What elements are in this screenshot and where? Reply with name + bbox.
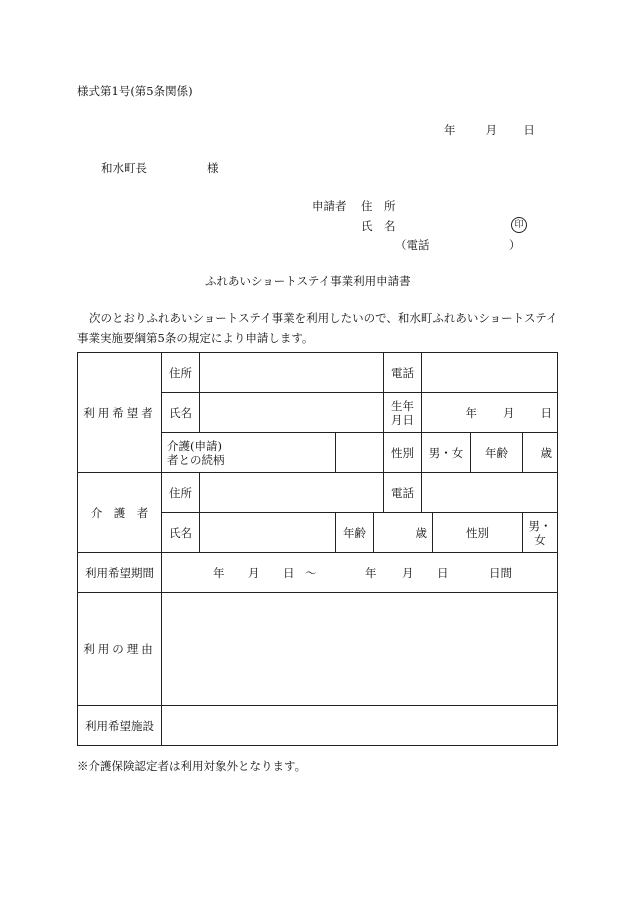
user-name-field[interactable] bbox=[200, 393, 384, 433]
period-start-month: 月 bbox=[248, 565, 260, 580]
application-table bbox=[77, 352, 558, 746]
relation-label bbox=[162, 433, 336, 473]
seal-mark: 印 bbox=[511, 217, 527, 233]
period-days-unit: 日間 bbox=[489, 565, 512, 580]
applicant-role-label: 申請者 bbox=[312, 199, 347, 213]
birth-day-label: 日 bbox=[540, 405, 553, 420]
period-start-day: 日 bbox=[283, 565, 295, 580]
period-end-day: 日 bbox=[437, 565, 449, 580]
user-sex-label: 性別 bbox=[384, 433, 422, 473]
caregiver-name-label: 氏名 bbox=[162, 513, 200, 553]
date-month-label: 月 bbox=[485, 123, 498, 137]
user-age-label: 年齢 bbox=[471, 433, 523, 473]
date-day-label: 日 bbox=[523, 123, 535, 137]
birth-year-label: 年 bbox=[465, 405, 478, 420]
caregiver-sex-label: 性別 bbox=[433, 513, 523, 553]
caregiver-address-label: 住所 bbox=[162, 473, 200, 513]
birthdate-label bbox=[384, 393, 422, 433]
applicant-name-label: 氏 名 bbox=[361, 219, 396, 233]
caregiver-address-field[interactable] bbox=[200, 473, 384, 513]
caregiver-age-label: 年齢 bbox=[336, 513, 374, 553]
user-age-unit: 歳 bbox=[540, 445, 553, 460]
honorific: 様 bbox=[207, 161, 219, 175]
user-sex-options[interactable]: 男・女 bbox=[422, 433, 471, 473]
date-year-label: 年 bbox=[444, 123, 456, 137]
period-tilde: 〜 bbox=[305, 565, 317, 580]
reason-field[interactable] bbox=[162, 593, 558, 706]
birth-month-label: 月 bbox=[503, 405, 515, 420]
seal-icon bbox=[511, 216, 527, 233]
period-label: 利用希望期間 bbox=[78, 553, 162, 593]
birthdate-field[interactable] bbox=[422, 393, 558, 433]
user-phone-label: 電話 bbox=[384, 353, 422, 393]
period-field[interactable] bbox=[162, 553, 558, 593]
caregiver-section-label: 介 護 者 bbox=[78, 473, 162, 553]
footnote: ※介護保険認定者は利用対象外となります。 bbox=[77, 759, 307, 773]
relation-field[interactable] bbox=[336, 433, 384, 473]
facility-field[interactable] bbox=[162, 706, 558, 746]
applicant-phone-label: （電話 bbox=[395, 238, 430, 252]
period-end-year: 年 bbox=[365, 565, 377, 580]
birthdate-label-line2: 月日 bbox=[391, 412, 415, 427]
applicant-phone-close: ） bbox=[509, 238, 521, 252]
facility-label: 利用希望施設 bbox=[78, 706, 162, 746]
user-name-label: 氏名 bbox=[162, 393, 200, 433]
caregiver-phone-field[interactable] bbox=[422, 473, 558, 513]
intro-paragraph: 次のとおりふれあいショートステイ事業を利用したいので、和水町ふれあいショートステイ事業実施要綱第5条の規定により申請します。 bbox=[77, 311, 558, 345]
caregiver-age-field[interactable] bbox=[374, 513, 433, 553]
caregiver-sex-options[interactable]: 男・女 bbox=[523, 513, 558, 553]
relation-label-line1: 介護(申請) bbox=[167, 438, 222, 453]
document-title: ふれあいショートステイ事業利用申請書 bbox=[205, 274, 411, 288]
period-start-year: 年 bbox=[213, 565, 225, 580]
period-end-month: 月 bbox=[402, 565, 414, 580]
relation-label-line2: 者との続柄 bbox=[167, 452, 225, 467]
caregiver-phone-label: 電話 bbox=[384, 473, 422, 513]
user-address-label: 住所 bbox=[162, 353, 200, 393]
applicant-address-label: 住 所 bbox=[361, 199, 396, 213]
caregiver-age-unit: 歳 bbox=[415, 525, 428, 540]
user-address-field[interactable] bbox=[200, 353, 384, 393]
user-age-field[interactable] bbox=[523, 433, 558, 473]
user-phone-field[interactable] bbox=[422, 353, 558, 393]
addressee: 和水町長 bbox=[101, 161, 147, 175]
form-number: 様式第1号(第5条関係) bbox=[77, 84, 193, 98]
birthdate-label-line1: 生年 bbox=[391, 398, 415, 413]
reason-label: 利用の理由 bbox=[78, 593, 162, 706]
application-date bbox=[444, 122, 535, 138]
caregiver-name-field[interactable] bbox=[200, 513, 336, 553]
user-section-label: 利用希望者 bbox=[78, 353, 162, 473]
